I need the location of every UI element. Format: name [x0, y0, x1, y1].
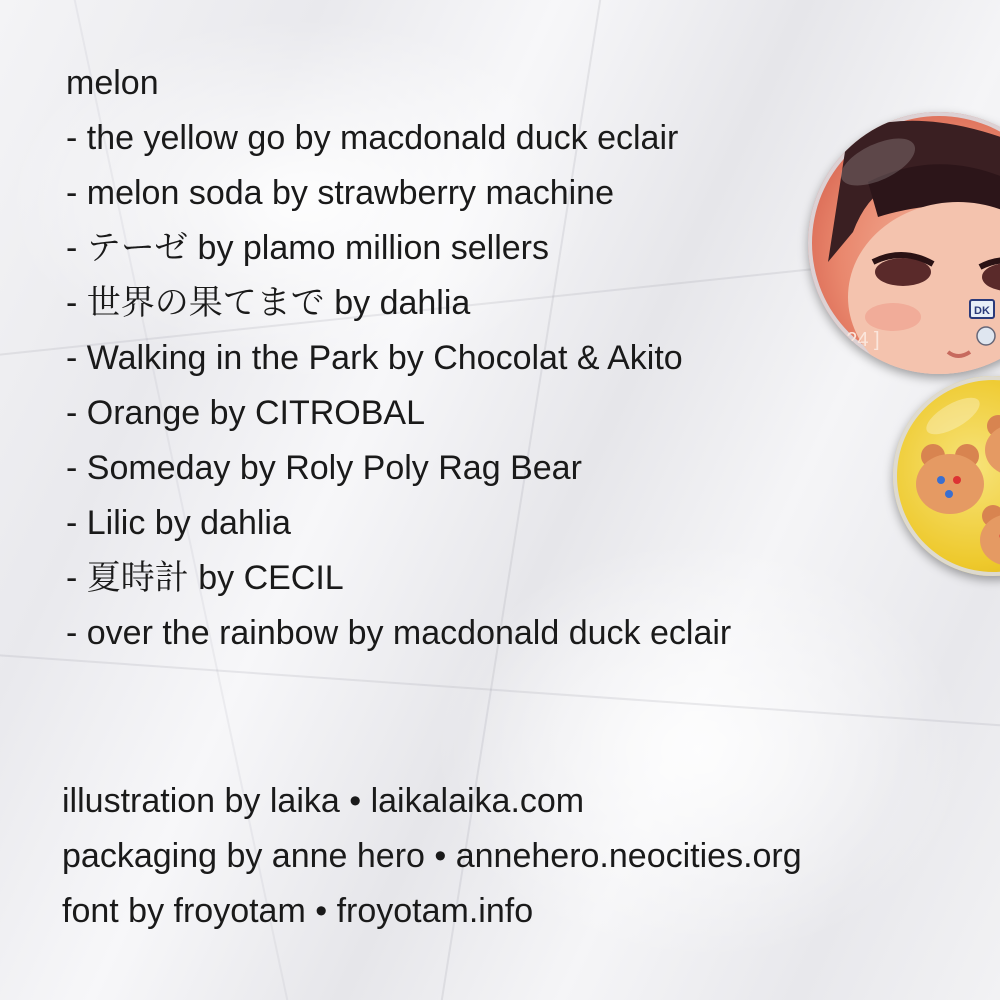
bear-icon [980, 503, 1000, 566]
credit-font: font by froyotam • froyotam.info [62, 892, 534, 930]
track-item: - Walking in the Park by Chocolat & Akito [66, 339, 683, 377]
track-item: - 世界の果てまで by dahlia [66, 284, 471, 322]
track-item: - テーゼ by plamo million sellers [66, 229, 549, 267]
credit-illustration: illustration by laika • laikalaika.com [62, 782, 585, 820]
track-item: - Lilic by dahlia [66, 504, 291, 542]
track-item: - Orange by CITROBAL [66, 394, 426, 432]
credits [62, 774, 962, 939]
track-item: - the yellow go by macdonald duck eclair [66, 119, 679, 157]
credit-packaging: packaging by anne hero • annehero.neocities.org [62, 837, 802, 875]
doll-badge-label: DK [974, 305, 990, 317]
doll-number-label: [ 124 ] [824, 329, 880, 351]
paper-crease [0, 652, 1000, 731]
track-item: - over the rainbow by macdonald duck eclair [66, 614, 732, 652]
track-item: - 夏時計 by CECIL [66, 559, 344, 597]
bear-pin-button [893, 376, 1000, 576]
bear-icon [985, 413, 1000, 476]
tracklist [66, 56, 896, 661]
track-item: - melon soda by strawberry machine [66, 174, 615, 212]
album-title: melon [66, 64, 159, 102]
gummy-bears-illustration [893, 376, 1000, 576]
track-item: - Someday by Roly Poly Rag Bear [66, 449, 582, 487]
bear-icon [916, 444, 984, 514]
